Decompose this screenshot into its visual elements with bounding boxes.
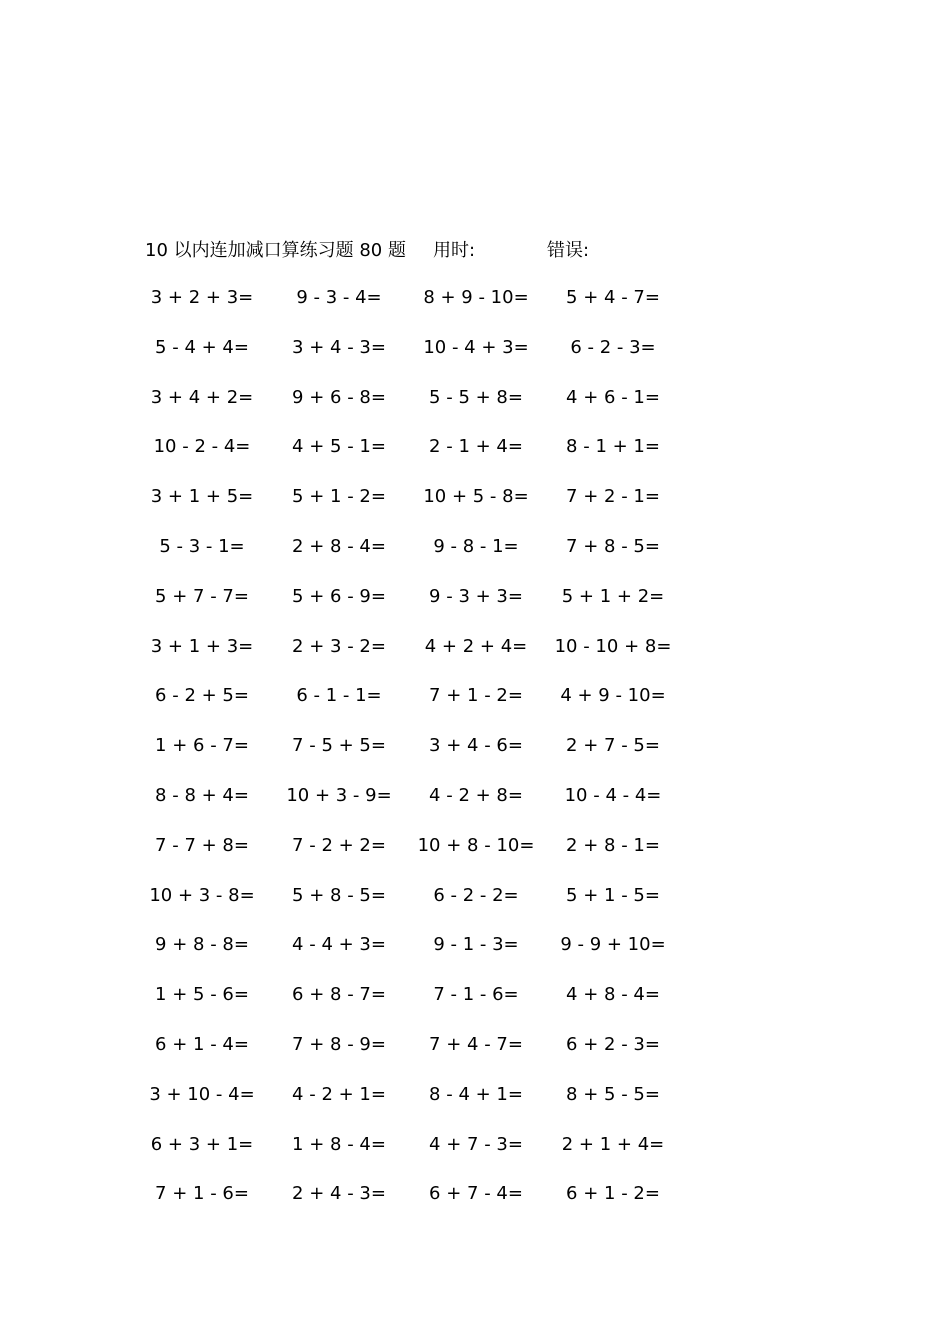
errors-label: 错误: [547,240,590,261]
arithmetic-problem: 6 + 1 - 4= [155,1033,249,1055]
arithmetic-problem: 8 + 5 - 5= [566,1083,660,1105]
problem-row [130,584,690,634]
arithmetic-problem: 1 + 8 - 4= [292,1133,386,1155]
arithmetic-problem: 7 - 2 + 2= [292,834,386,856]
arithmetic-problem: 8 + 9 - 10= [423,287,529,308]
arithmetic-problem: 8 - 4 + 1= [429,1083,523,1105]
arithmetic-problem: 2 + 3 - 2= [292,635,386,657]
problem-row [130,883,690,933]
arithmetic-problem: 5 - 4 + 4= [155,336,249,358]
arithmetic-problem: 9 - 8 - 1= [433,535,519,557]
problem-row [130,634,690,684]
arithmetic-problem: 6 + 8 - 7= [292,984,386,1006]
arithmetic-problem: 4 - 4 + 3= [292,934,386,956]
arithmetic-problem: 9 - 1 - 3= [433,934,519,956]
arithmetic-problem: 8 - 8 + 4= [155,784,249,806]
arithmetic-problem: 6 - 2 - 3= [570,336,656,358]
problem-row [130,1082,690,1132]
arithmetic-problem: 9 + 8 - 8= [155,934,249,956]
arithmetic-problem: 3 + 4 - 6= [429,735,523,757]
problem-row [130,484,690,534]
arithmetic-problem: 5 + 1 - 5= [566,884,660,906]
arithmetic-problem: 10 - 4 - 4= [564,784,662,806]
problem-row [130,833,690,883]
arithmetic-problem: 5 + 4 - 7= [566,287,660,308]
arithmetic-problem: 8 - 1 + 1= [566,436,660,458]
arithmetic-problem: 4 + 7 - 3= [429,1133,523,1155]
arithmetic-problem: 4 - 2 + 8= [429,784,523,806]
arithmetic-problem: 7 + 1 - 2= [429,685,523,707]
arithmetic-problem: 9 - 3 - 4= [296,287,382,308]
arithmetic-problem: 2 + 8 - 1= [566,834,660,856]
arithmetic-problem: 3 + 4 - 3= [292,336,386,358]
arithmetic-problem: 3 + 1 + 5= [150,486,254,508]
arithmetic-problem: 5 - 5 + 8= [429,386,523,408]
arithmetic-problem: 7 + 8 - 5= [566,535,660,557]
arithmetic-problem: 7 - 1 - 6= [433,984,519,1006]
arithmetic-problem: 6 + 3 + 1= [150,1133,254,1155]
problem-row [130,434,690,484]
problem-row [130,932,690,982]
arithmetic-problem: 9 + 6 - 8= [292,386,386,408]
arithmetic-problem: 10 + 3 - 9= [286,784,392,806]
arithmetic-problem: 4 + 5 - 1= [292,436,386,458]
worksheet-title: 10 以内连加减口算练习题 80 题 [145,240,406,261]
arithmetic-problem: 10 + 5 - 8= [423,486,529,508]
arithmetic-problem: 4 + 8 - 4= [566,984,660,1006]
time-used-label: 用时: [433,240,476,261]
arithmetic-problem: 9 - 9 + 10= [560,934,666,956]
problem-row [130,683,690,733]
problem-row [130,335,690,385]
arithmetic-problem: 7 + 4 - 7= [429,1033,523,1055]
problem-row [130,285,690,335]
arithmetic-problem: 6 - 2 - 2= [433,884,519,906]
problem-row [130,1032,690,1082]
arithmetic-problem: 10 - 4 + 3= [423,336,529,358]
worksheet-header [145,236,705,264]
arithmetic-problem: 2 - 1 + 4= [429,436,523,458]
arithmetic-problem: 5 + 1 + 2= [561,585,665,607]
arithmetic-problem: 2 + 1 + 4= [561,1133,665,1155]
arithmetic-problem: 4 + 9 - 10= [560,685,666,707]
arithmetic-problem: 7 - 7 + 8= [155,834,249,856]
arithmetic-problem: 5 - 3 - 1= [159,535,245,557]
arithmetic-problem: 9 - 3 + 3= [429,585,523,607]
arithmetic-problem: 5 + 8 - 5= [292,884,386,906]
arithmetic-problem: 10 + 3 - 8= [149,884,255,906]
arithmetic-problem: 6 + 1 - 2= [566,1183,660,1205]
problem-row [130,1132,690,1182]
arithmetic-problem: 2 + 8 - 4= [292,535,386,557]
problem-row [130,783,690,833]
arithmetic-problem: 7 - 5 + 5= [292,735,386,757]
arithmetic-problem: 3 + 2 + 3= [150,287,254,308]
arithmetic-problem: 3 + 1 + 3= [150,635,254,657]
arithmetic-problem: 6 - 2 + 5= [155,685,249,707]
arithmetic-problem: 7 + 2 - 1= [566,486,660,508]
arithmetic-problem: 7 + 1 - 6= [155,1183,249,1205]
arithmetic-problem: 4 - 2 + 1= [292,1083,386,1105]
arithmetic-problem: 5 + 7 - 7= [155,585,249,607]
arithmetic-problem: 2 + 7 - 5= [566,735,660,757]
problem-row [130,385,690,435]
problem-row [130,733,690,783]
arithmetic-problem: 3 + 10 - 4= [149,1083,255,1105]
problem-grid [130,285,690,1231]
arithmetic-problem: 6 - 1 - 1= [296,685,382,707]
arithmetic-problem: 10 - 10 + 8= [554,635,672,657]
arithmetic-problem: 10 + 8 - 10= [417,834,535,856]
arithmetic-problem: 5 + 6 - 9= [292,585,386,607]
arithmetic-problem: 3 + 4 + 2= [150,386,254,408]
arithmetic-problem: 1 + 5 - 6= [155,984,249,1006]
arithmetic-problem: 4 + 6 - 1= [566,386,660,408]
arithmetic-problem: 6 + 2 - 3= [566,1033,660,1055]
problem-row [130,1181,690,1231]
arithmetic-problem: 2 + 4 - 3= [292,1183,386,1205]
arithmetic-problem: 10 - 2 - 4= [153,436,251,458]
problem-row [130,534,690,584]
arithmetic-problem: 4 + 2 + 4= [424,635,528,657]
arithmetic-problem: 5 + 1 - 2= [292,486,386,508]
arithmetic-problem: 1 + 6 - 7= [155,735,249,757]
problem-row [130,982,690,1032]
arithmetic-problem: 6 + 7 - 4= [429,1183,523,1205]
arithmetic-problem: 7 + 8 - 9= [292,1033,386,1055]
